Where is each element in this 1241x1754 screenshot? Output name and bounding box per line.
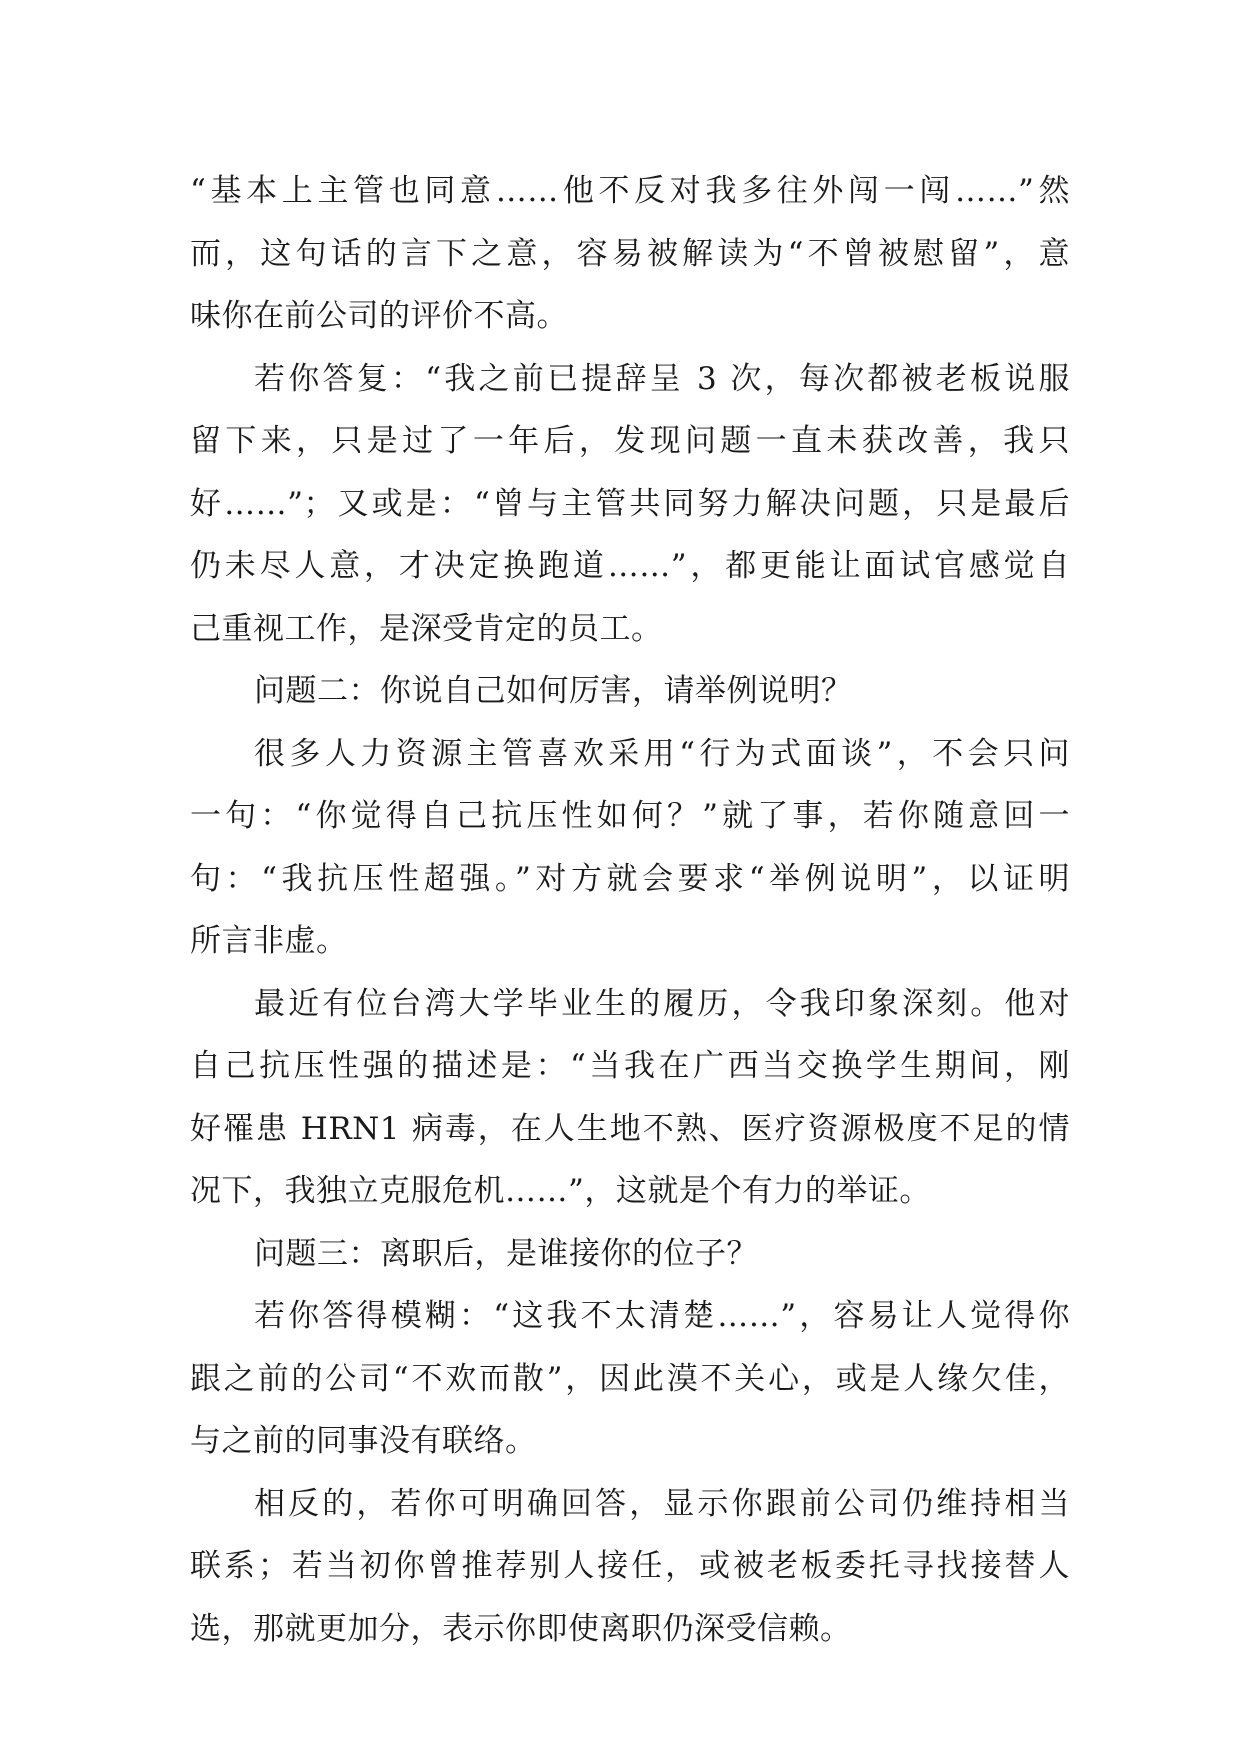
- text-line: 选，那就更加分，表示你即使离职仍深受信赖。: [190, 1610, 852, 1647]
- text-line: 好……”；又或是：“曾与主管共同努力解决问题，只是最后: [190, 485, 1070, 522]
- text-line: 问题二：你说自己如何厉害，请举例说明？: [254, 673, 853, 709]
- text-line: 所言非虚。: [190, 923, 348, 959]
- text-line: 留下来，只是过了一年后，发现问题一直未获改善，我只: [190, 423, 1070, 459]
- text-line: 跟之前的公司“不欢而散”，因此漠不关心，或是人缘欠佳，: [190, 1360, 1070, 1397]
- text-line: 很多人力资源主管喜欢采用“行为式面谈”，不会只问: [254, 735, 1070, 772]
- text-line: 句：“我抗压性超强。”对方就会要求“举例说明”，以证明: [190, 860, 1070, 897]
- text-line: 而，这句话的言下之意，容易被解读为“不曾被慰留”，意: [190, 235, 1070, 272]
- text-line: 好罹患 HRN1 病毒，在人生地不熟、医疗资源极度不足的情: [190, 1110, 1070, 1147]
- paragraph: [190, 348, 1070, 661]
- paragraph: [190, 723, 1070, 973]
- text-line: 相反的，若你可明确回答，显示你跟前公司仍维持相当: [254, 1485, 1070, 1522]
- text-line: 联系；若当初你曾推荐别人接任，或被老板委托寻找接替人: [190, 1548, 1070, 1584]
- paragraph: [190, 973, 1070, 1223]
- paragraph: [190, 660, 1070, 723]
- paragraph: [190, 1285, 1070, 1473]
- body-text: [190, 160, 1070, 1660]
- paragraph: [190, 1473, 1070, 1661]
- paragraph: [190, 1223, 1070, 1286]
- paragraph: [190, 160, 1070, 348]
- text-line: 若你答得模糊：“这我不太清楚……”，容易让人觉得你: [254, 1298, 1070, 1334]
- text-line: 最近有位台湾大学毕业生的履历，令我印象深刻。他对: [254, 985, 1070, 1022]
- text-line: 味你在前公司的评价不高。: [190, 298, 568, 334]
- text-line: “基本上主管也同意……他不反对我多往外闯一闯……”然: [190, 173, 1070, 209]
- text-line: 仍未尽人意，才决定换跑道……”，都更能让面试官感觉自: [190, 548, 1070, 584]
- text-line: 况下，我独立克服危机……”，这就是个有力的举证。: [190, 1173, 931, 1209]
- text-line: 若你答复：“我之前已提辞呈 3 次，每次都被老板说服: [254, 360, 1070, 397]
- text-line: 一句：“你觉得自己抗压性如何？”就了事，若你随意回一: [190, 798, 1070, 834]
- text-line: 与之前的同事没有联络。: [190, 1423, 537, 1459]
- text-line: 己重视工作，是深受肯定的员工。: [190, 610, 663, 647]
- text-line: 问题三：离职后，是谁接你的位子？: [254, 1235, 758, 1272]
- text-line: 自己抗压性强的描述是：“当我在广西当交换学生期间，刚: [190, 1048, 1070, 1084]
